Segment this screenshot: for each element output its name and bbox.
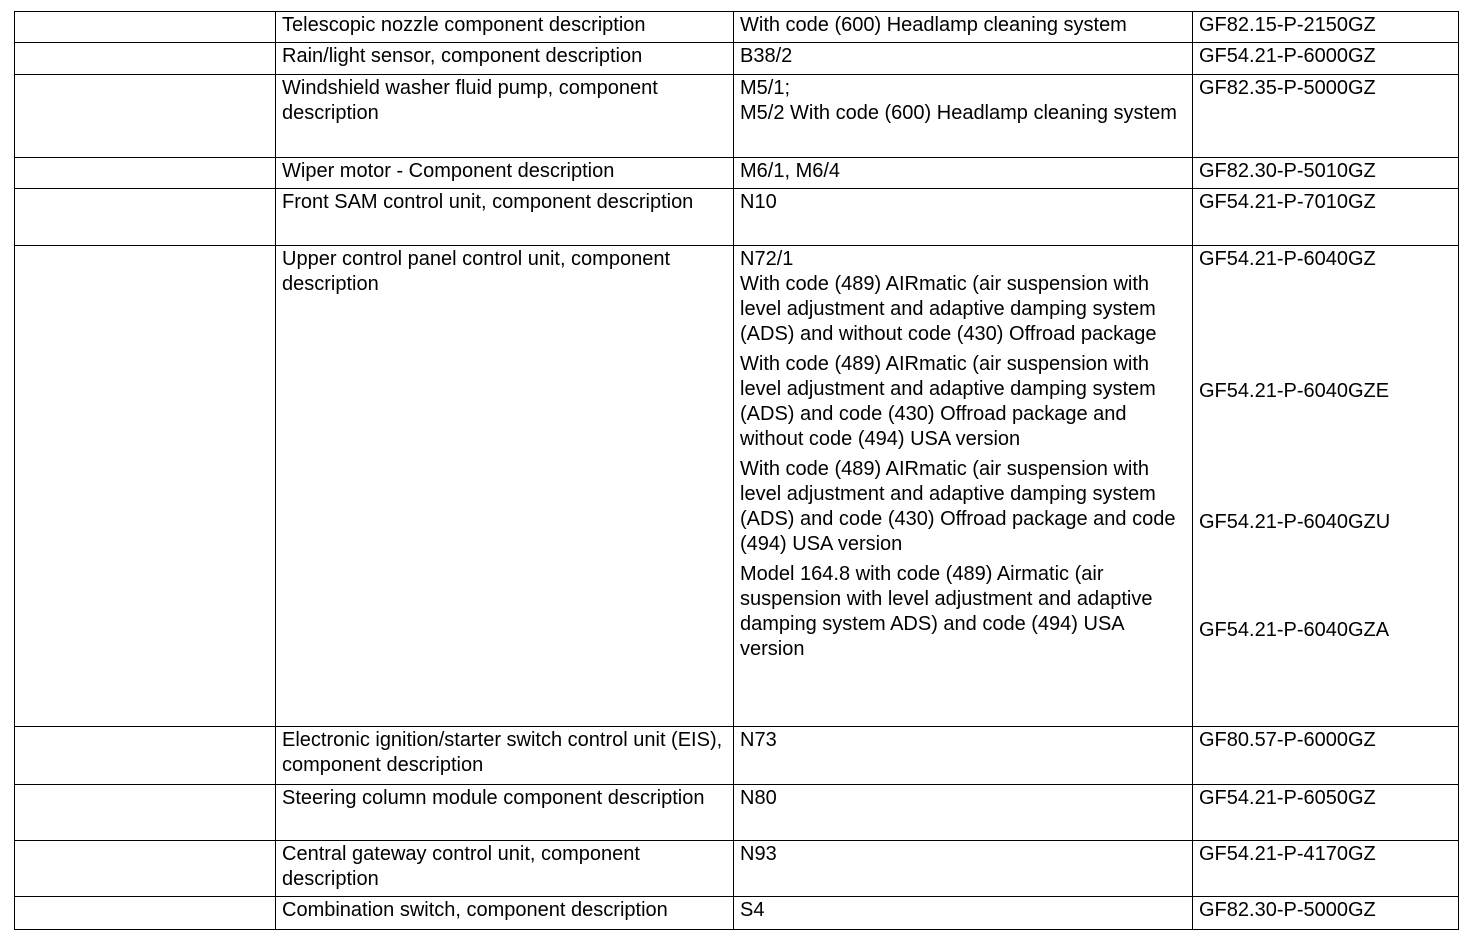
blank-cell	[15, 727, 276, 785]
component-cell: Wiper motor - Component description	[276, 158, 734, 189]
variant-designation	[740, 457, 1186, 557]
document-number-cell: GF82.35-P-5000GZ	[1193, 75, 1459, 158]
table-row	[15, 727, 1459, 785]
document-number-cell	[1193, 246, 1459, 727]
designation-line: M5/1;	[740, 77, 791, 99]
designation-cell	[734, 158, 1193, 189]
table-row	[15, 897, 1459, 930]
document-number-cell: GF82.30-P-5010GZ	[1193, 158, 1459, 189]
component-cell: Rain/light sensor, component description	[276, 43, 734, 75]
blank-cell	[15, 158, 276, 189]
component-cell: Central gateway control unit, component description	[276, 841, 734, 897]
designation-line: N93	[740, 843, 777, 865]
table-row	[15, 189, 1459, 246]
designation-cell	[734, 727, 1193, 785]
table-row	[15, 246, 1459, 727]
designation-line: With code (489) AIRmatic (air suspension with level adjustment and adaptive damping system (ADS) and code (430) Offroad package and without code (494) USA version	[740, 353, 1156, 450]
designation-line: With code (489) AIRmatic (air suspension with level adjustment and adaptive damping system (ADS) and code (430) Offroad package and code (494) USA version	[740, 458, 1176, 555]
designation-line: N72/1	[740, 248, 794, 270]
blank-cell	[15, 43, 276, 75]
designation-line: Model 164.8 with code (489) Airmatic (air suspension with level adjustment and adaptive damping system ADS) and code (494) USA version	[740, 563, 1153, 660]
blank-cell	[15, 246, 276, 727]
document-number-cell: GF54.21-P-4170GZ	[1193, 841, 1459, 897]
component-cell: Electronic ignition/starter switch control unit (EIS), component description	[276, 727, 734, 785]
designation-cell	[734, 841, 1193, 897]
component-cell: Combination switch, component description	[276, 897, 734, 930]
document-number-cell: GF54.21-P-7010GZ	[1193, 189, 1459, 246]
designation-cell	[734, 897, 1193, 930]
designation-cell	[734, 75, 1193, 158]
variant-document-number: GF54.21-P-6040GZE	[1199, 380, 1390, 402]
component-cell: Front SAM control unit, component description	[276, 189, 734, 246]
designation-line: With code (489) AIRmatic (air suspension with level adjustment and adaptive damping system (ADS) and without code (430) Offroad package	[740, 273, 1157, 345]
table-row	[15, 785, 1459, 841]
blank-cell	[15, 841, 276, 897]
document-number-cell: GF80.57-P-6000GZ	[1193, 727, 1459, 785]
variant-document-number: GF54.21-P-6040GZU	[1199, 511, 1391, 533]
component-reference-table	[14, 11, 1459, 930]
table-row	[15, 12, 1459, 43]
designation-cell	[734, 43, 1193, 75]
component-cell: Upper control panel control unit, component description	[276, 246, 734, 727]
designation-line: M6/1, M6/4	[740, 160, 841, 182]
component-cell: Telescopic nozzle component description	[276, 12, 734, 43]
variant-document-number: GF54.21-P-6040GZA	[1199, 619, 1390, 641]
table-row	[15, 75, 1459, 158]
designation-cell	[734, 189, 1193, 246]
designation-cell	[734, 246, 1193, 727]
table-row	[15, 158, 1459, 189]
table-row	[15, 43, 1459, 75]
table-row	[15, 841, 1459, 897]
document-number-cell: GF54.21-P-6000GZ	[1193, 43, 1459, 75]
blank-cell	[15, 189, 276, 246]
document-number-cell: GF82.15-P-2150GZ	[1193, 12, 1459, 43]
document-number-cell: GF54.21-P-6050GZ	[1193, 785, 1459, 841]
designation-line: N10	[740, 191, 777, 213]
variant-designation	[740, 562, 1186, 662]
designation-line: N73	[740, 729, 777, 751]
variant-document-number: GF54.21-P-6040GZ	[1199, 248, 1376, 270]
designation-line: N80	[740, 787, 777, 809]
designation-cell	[734, 12, 1193, 43]
variant-designation	[740, 352, 1186, 452]
designation-cell	[734, 785, 1193, 841]
variant-designation	[740, 247, 1186, 347]
component-cell: Windshield washer fluid pump, component description	[276, 75, 734, 158]
document-number-cell: GF82.30-P-5000GZ	[1193, 897, 1459, 930]
designation-line: M5/2 With code (600) Headlamp cleaning system	[740, 102, 1177, 124]
designation-line: S4	[740, 899, 765, 921]
designation-line: B38/2	[740, 45, 793, 67]
designation-line: With code (600) Headlamp cleaning system	[740, 14, 1127, 36]
blank-cell	[15, 897, 276, 930]
blank-cell	[15, 12, 276, 43]
blank-cell	[15, 75, 276, 158]
blank-cell	[15, 785, 276, 841]
component-cell: Steering column module component description	[276, 785, 734, 841]
